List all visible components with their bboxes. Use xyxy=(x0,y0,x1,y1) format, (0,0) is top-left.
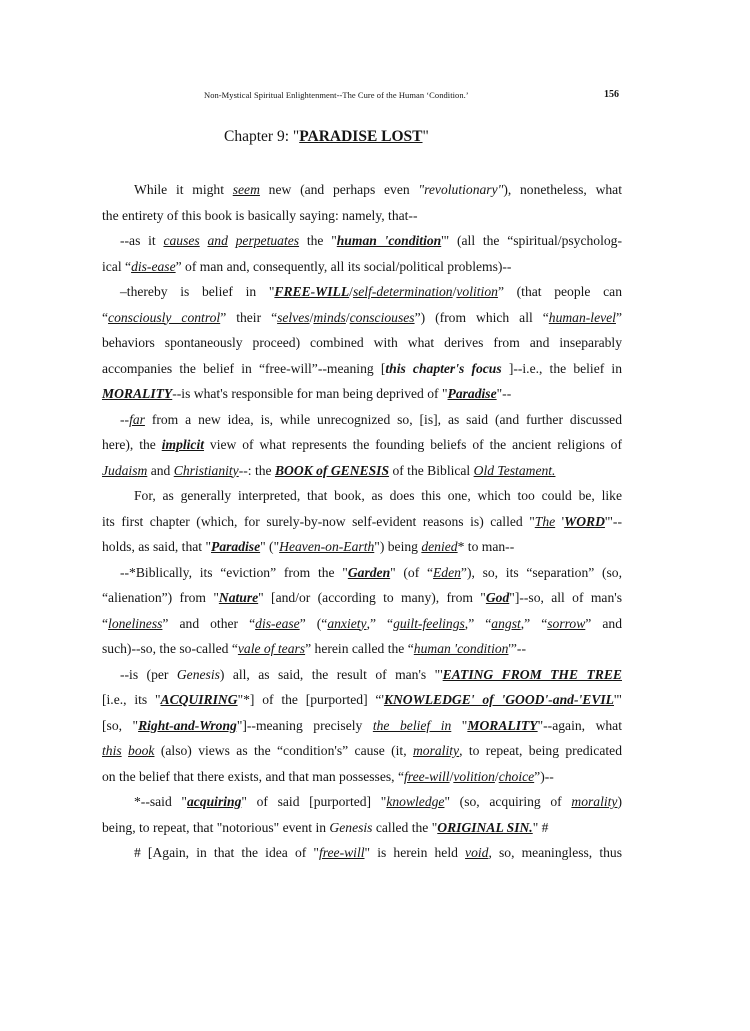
text-line: [so, "Right-and-Wrong"]--meaning precisely the belief in "MORALITY"--again, what xyxy=(102,717,622,733)
text-line: here), the implicit view of what represents the founding beliefs of the ancient religions of xyxy=(102,437,622,452)
text-line: “consciously control” their “selves/minds/consciouses”) (from which all “human-level” xyxy=(102,309,622,325)
text-line: For, as generally interpreted, that book, as does this one, which too could be, like xyxy=(134,488,622,503)
text-line: --*Biblically, its “eviction” from the "Garden" (of “Eden”), so, its “separation” (so, xyxy=(120,564,623,580)
chapter-heading xyxy=(224,128,429,146)
chapter-close: " xyxy=(422,128,429,145)
text-line: ical “dis-ease” of man and, consequently, all its social/political problems)-- xyxy=(102,258,512,274)
text-line: --as it causes and perpetuates the "human 'condition'" (all the “spiritual/psycholog- xyxy=(120,233,622,248)
text-line: --is (per Genesis) all, as said, the result of man's "'EATING FROM THE TREE xyxy=(120,666,622,682)
text-line: this book (also) views as the “condition's” cause (it, morality, to repeat, being predicated xyxy=(102,743,622,758)
text-line: on the belief that there exists, and that man possesses, “free-will/volition/choice”)-- xyxy=(102,768,554,784)
text-line: being, to repeat, that "notorious" event in Genesis called the "ORIGINAL SIN." # xyxy=(102,819,549,835)
text-line: *--said "acquiring" of said [purported] "knowledge" (so, acquiring of morality) xyxy=(134,794,622,809)
running-title: Non-Mystical Spiritual Enlightenment--The Cure of the Human ‘Condition.’ xyxy=(204,90,469,100)
text-line: holds, as said, that "Paradise" ("Heaven-on-Earth") being denied* to man-- xyxy=(102,539,515,554)
text-line: such)--so, the so-called “vale of tears” herein called the “human 'condition'”-- xyxy=(102,641,526,656)
text-line: MORALITY--is what's responsible for man being deprived of "Paradise"-- xyxy=(102,386,512,401)
text-line: accompanies the belief in “free-will”--meaning [this chapter's focus ]--i.e., the belief in xyxy=(102,360,622,376)
text-line: “loneliness” and other “dis-ease” (“anxiety,” “guilt-feelings,” “angst,” “sorrow” and xyxy=(102,615,622,631)
text-line: [i.e., its "ACQUIRING"*] of the [purported] “'KNOWLEDGE' of 'GOOD'-and-'EVIL'" xyxy=(102,692,622,707)
text-line: the entirety of this book is basically saying: namely, that-- xyxy=(102,207,418,223)
text-line: Judaism and Christianity--: the BOOK of GENESIS of the Biblical Old Testament. xyxy=(102,462,556,478)
running-header xyxy=(0,86,750,106)
text-line: its first chapter (which, for surely-by-now self-evident reasons is) called "The 'WORD'"-- xyxy=(102,513,622,529)
text-line: While it might seem new (and perhaps even "revolutionary"), nonetheless, what xyxy=(134,182,622,197)
text-line: –thereby is belief in "FREE-WILL/self-determination/volition” (that people can xyxy=(120,284,622,299)
chapter-label: Chapter 9: " xyxy=(224,128,300,145)
text-line: # [Again, in that the idea of "free-will" is herein held void, so, meaningless, thus xyxy=(134,845,622,860)
text-line: behaviors spontaneously proceed) combined with what derives from and inseparably xyxy=(102,335,622,350)
chapter-title: PARADISE LOST xyxy=(299,128,423,145)
body-text xyxy=(102,177,622,866)
page-number: 156 xyxy=(604,89,619,100)
text-line: --far from a new idea, is, while unrecognized so, [is], as said (and further discussed xyxy=(120,411,622,427)
text-line: “alienation”) from "Nature" [and/or (according to many), from "God"]--so, all of man's xyxy=(102,590,622,605)
